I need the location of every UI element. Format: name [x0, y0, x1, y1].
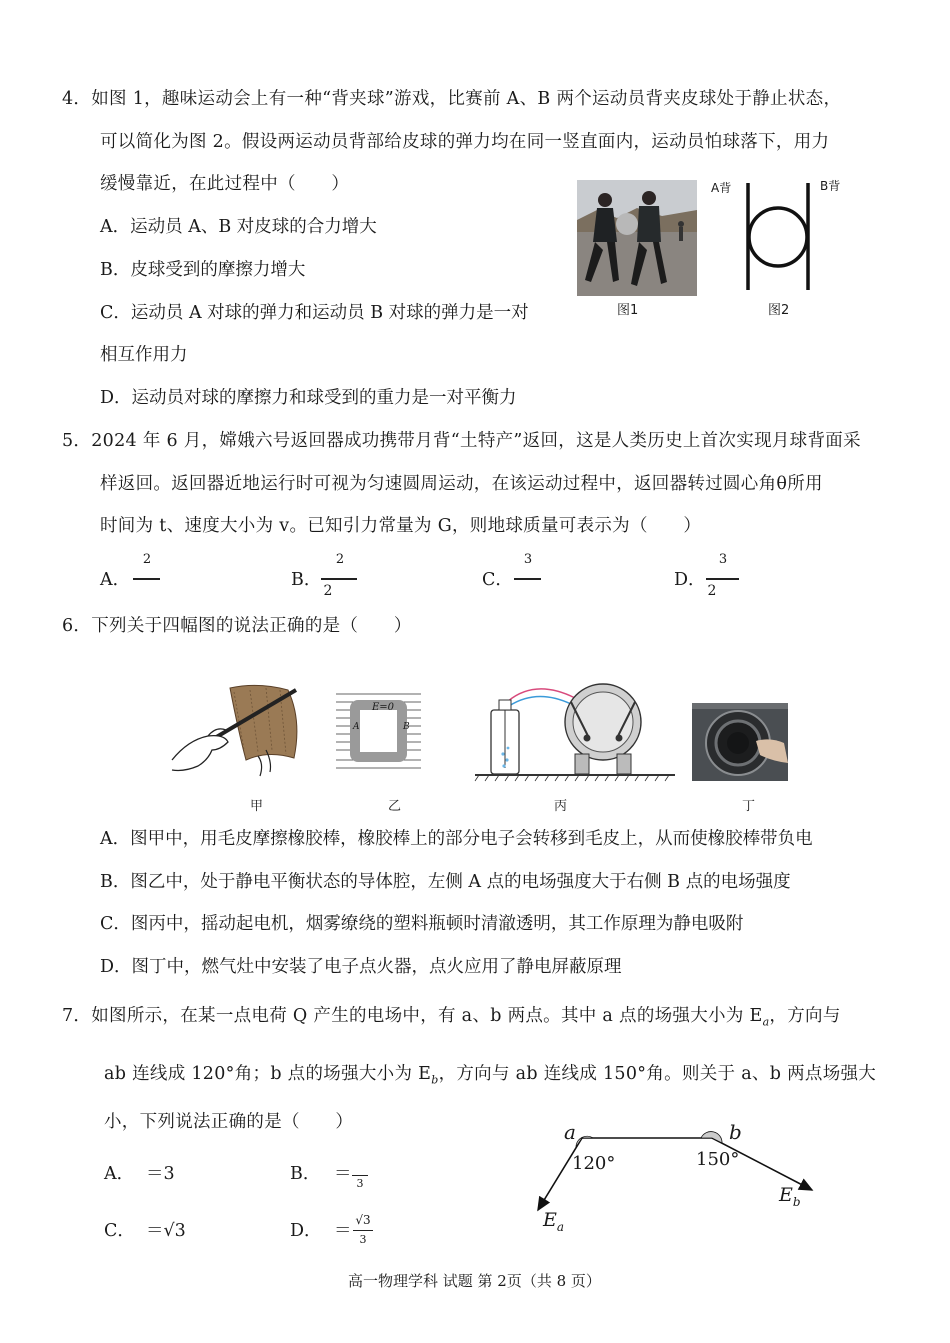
figure-1-athletes — [577, 180, 697, 296]
q7-option-b-denominator: 3 — [356, 1177, 364, 1190]
q5-option-a-numerator: 2 — [142, 552, 152, 567]
figure-1-caption: 图1 — [617, 303, 639, 318]
q7-eb-letter: E — [779, 1184, 793, 1206]
q7-ea-arrow — [538, 1138, 582, 1210]
q7-line1-text: 7．如图所示，在某一点电荷 Q 产生的电场中，有 a、b 两点。其中 a 点的场强大小为 E — [62, 1006, 763, 1026]
q7-option-d-denominator: 3 — [359, 1233, 367, 1246]
q4-option-a: A．运动员 A、B 对皮球的合力增大 — [100, 217, 377, 237]
q5-option-c-fraction-bar — [514, 578, 541, 580]
q4-line1: 4．如图 1，趣味运动会上有一种“背夹球”游戏，比赛前 A、B 两个运动员背夹皮球处于静止状态， — [62, 89, 842, 109]
q5-option-a-label: A． — [100, 570, 131, 590]
q4-line3: 缓慢靠近，在此过程中（ ） — [100, 174, 350, 194]
q7-option-b-equals: ＝ — [334, 1164, 352, 1184]
figure-2-label-b: B背 — [820, 179, 841, 193]
q7-angle-b-arc — [701, 1132, 722, 1143]
q7-option-a-label: A． — [104, 1164, 135, 1184]
q7-point-a: a — [564, 1120, 576, 1144]
q7-line1-subscript: a — [762, 1015, 770, 1029]
q7-angle-a-label: 120° — [572, 1153, 616, 1174]
q7-point-b: b — [729, 1120, 742, 1144]
q5-option-b-label: B． — [291, 570, 322, 590]
figure-yi-point-b: B — [403, 722, 410, 732]
q7-eb-label — [779, 1184, 801, 1209]
q5-line2: 样返回。返回器近地运行时可视为匀速圆周运动，在该运动过程中，返回器转过圆心角θ所用 — [100, 474, 823, 494]
figure-bing-machine — [475, 682, 675, 782]
q7-ea-label — [543, 1209, 564, 1234]
q5-option-d-denominator: 2 — [707, 583, 717, 599]
q7-ea-subscript: a — [556, 1219, 565, 1234]
q7-option-d-numerator: √3 — [355, 1213, 371, 1227]
q7-line3: 小，下列说法正确的是（ ） — [104, 1112, 354, 1132]
q7-option-d-label: D． — [290, 1221, 322, 1241]
figure-yi-field-label: E=0 — [372, 702, 395, 713]
q7-option-c-label: C． — [104, 1221, 135, 1241]
q7-ea-letter: E — [543, 1209, 557, 1231]
figure-yi-point-a: A — [353, 722, 360, 732]
q5-option-d-label: D． — [674, 570, 706, 590]
q7-line2-tail: ，方向与 ab 连线成 150°角。则关于 a、b 两点场强大 — [438, 1064, 877, 1084]
q6-option-d: D．图丁中，燃气灶中安装了电子点火器，点火应用了静电屏蔽原理 — [100, 957, 622, 977]
figure-2-diagram — [715, 175, 835, 295]
q5-option-c-numerator: 3 — [523, 552, 533, 567]
q7-option-b-fraction-bar — [352, 1175, 368, 1176]
figure-bing-caption: 丙 — [554, 799, 568, 814]
q5-option-d-numerator: 3 — [718, 552, 728, 567]
q6-option-b: B．图乙中，处于静电平衡状态的导体腔，左侧 A 点的电场强度大于右侧 B 点的电场强度 — [100, 872, 791, 892]
q4-option-d: D．运动员对球的摩擦力和球受到的重力是一对平衡力 — [100, 388, 517, 408]
figure-ding-stove — [692, 703, 788, 781]
q7-line1 — [62, 1004, 841, 1035]
q5-option-d-fraction-bar — [706, 578, 739, 580]
q7-angle-b-label: 150° — [696, 1149, 740, 1170]
q7-option-d-equals: ＝ — [334, 1221, 352, 1241]
q5-option-a-fraction-bar — [133, 578, 160, 580]
q4-option-c-cont: 相互作用力 — [100, 345, 188, 365]
q6-line1: 6．下列关于四幅图的说法正确的是（ ） — [62, 616, 412, 636]
q5-option-b-numerator: 2 — [335, 552, 345, 567]
page-footer: 高一物理学科 试题 第 2页（共 8 页） — [348, 1272, 601, 1290]
q5-option-c-label: C． — [482, 570, 513, 590]
q6-option-a: A．图甲中，用毛皮摩擦橡胶棒，橡胶棒上的部分电子会转移到毛皮上，从而使橡胶棒带负电 — [100, 829, 813, 849]
q7-eb-subscript: b — [792, 1194, 801, 1209]
q7-line2-subscript: b — [431, 1073, 439, 1087]
q6-option-c: C．图丙中，摇动起电机，烟雾缭绕的塑料瓶顿时清澈透明，其工作原理为静电吸附 — [100, 914, 744, 934]
q4-option-c: C．运动员 A 对球的弹力和运动员 B 对球的弹力是一对 — [100, 303, 529, 323]
q4-line2: 可以简化为图 2。假设两运动员背部给皮球的弹力均在同一竖直面内，运动员怕球落下，用力 — [100, 132, 830, 152]
q5-line1: 5．2024 年 6 月，嫦娥六号返回器成功携带月背“土特产”返回，这是人类历史上首次实现月球背面采 — [62, 431, 861, 451]
figure-yi-caption: 乙 — [388, 799, 402, 814]
figure-2-caption: 图2 — [768, 303, 790, 318]
q7-option-c-value: ＝√3 — [146, 1221, 186, 1241]
figure-ding-burner — [692, 703, 788, 781]
q5-option-b-fraction-bar — [321, 578, 357, 580]
q7-line2 — [104, 1062, 876, 1093]
q4-option-b: B．皮球受到的摩擦力增大 — [100, 260, 306, 280]
figure-jia-fur-rod — [168, 680, 318, 780]
q7-option-a-value: ＝3 — [146, 1164, 175, 1184]
figure-ding-caption: 丁 — [742, 799, 756, 814]
figure-jia-caption: 甲 — [250, 799, 264, 814]
q7-line1-tail: ，方向与 — [769, 1006, 841, 1026]
q7-angle-a-arc — [576, 1136, 593, 1147]
q7-option-b-label: B． — [290, 1164, 321, 1184]
q7-line2-text: ab 连线成 120°角；b 点的场强大小为 E — [104, 1064, 432, 1084]
q7-option-d-fraction-bar — [353, 1230, 373, 1231]
figure-1-photo — [577, 180, 697, 296]
q5-line3: 时间为 t、速度大小为 v。已知引力常量为 G，则地球质量可表示为（ ） — [100, 516, 702, 536]
figure-2-label-a: A背 — [711, 181, 732, 195]
q5-option-b-denominator: 2 — [323, 583, 333, 599]
